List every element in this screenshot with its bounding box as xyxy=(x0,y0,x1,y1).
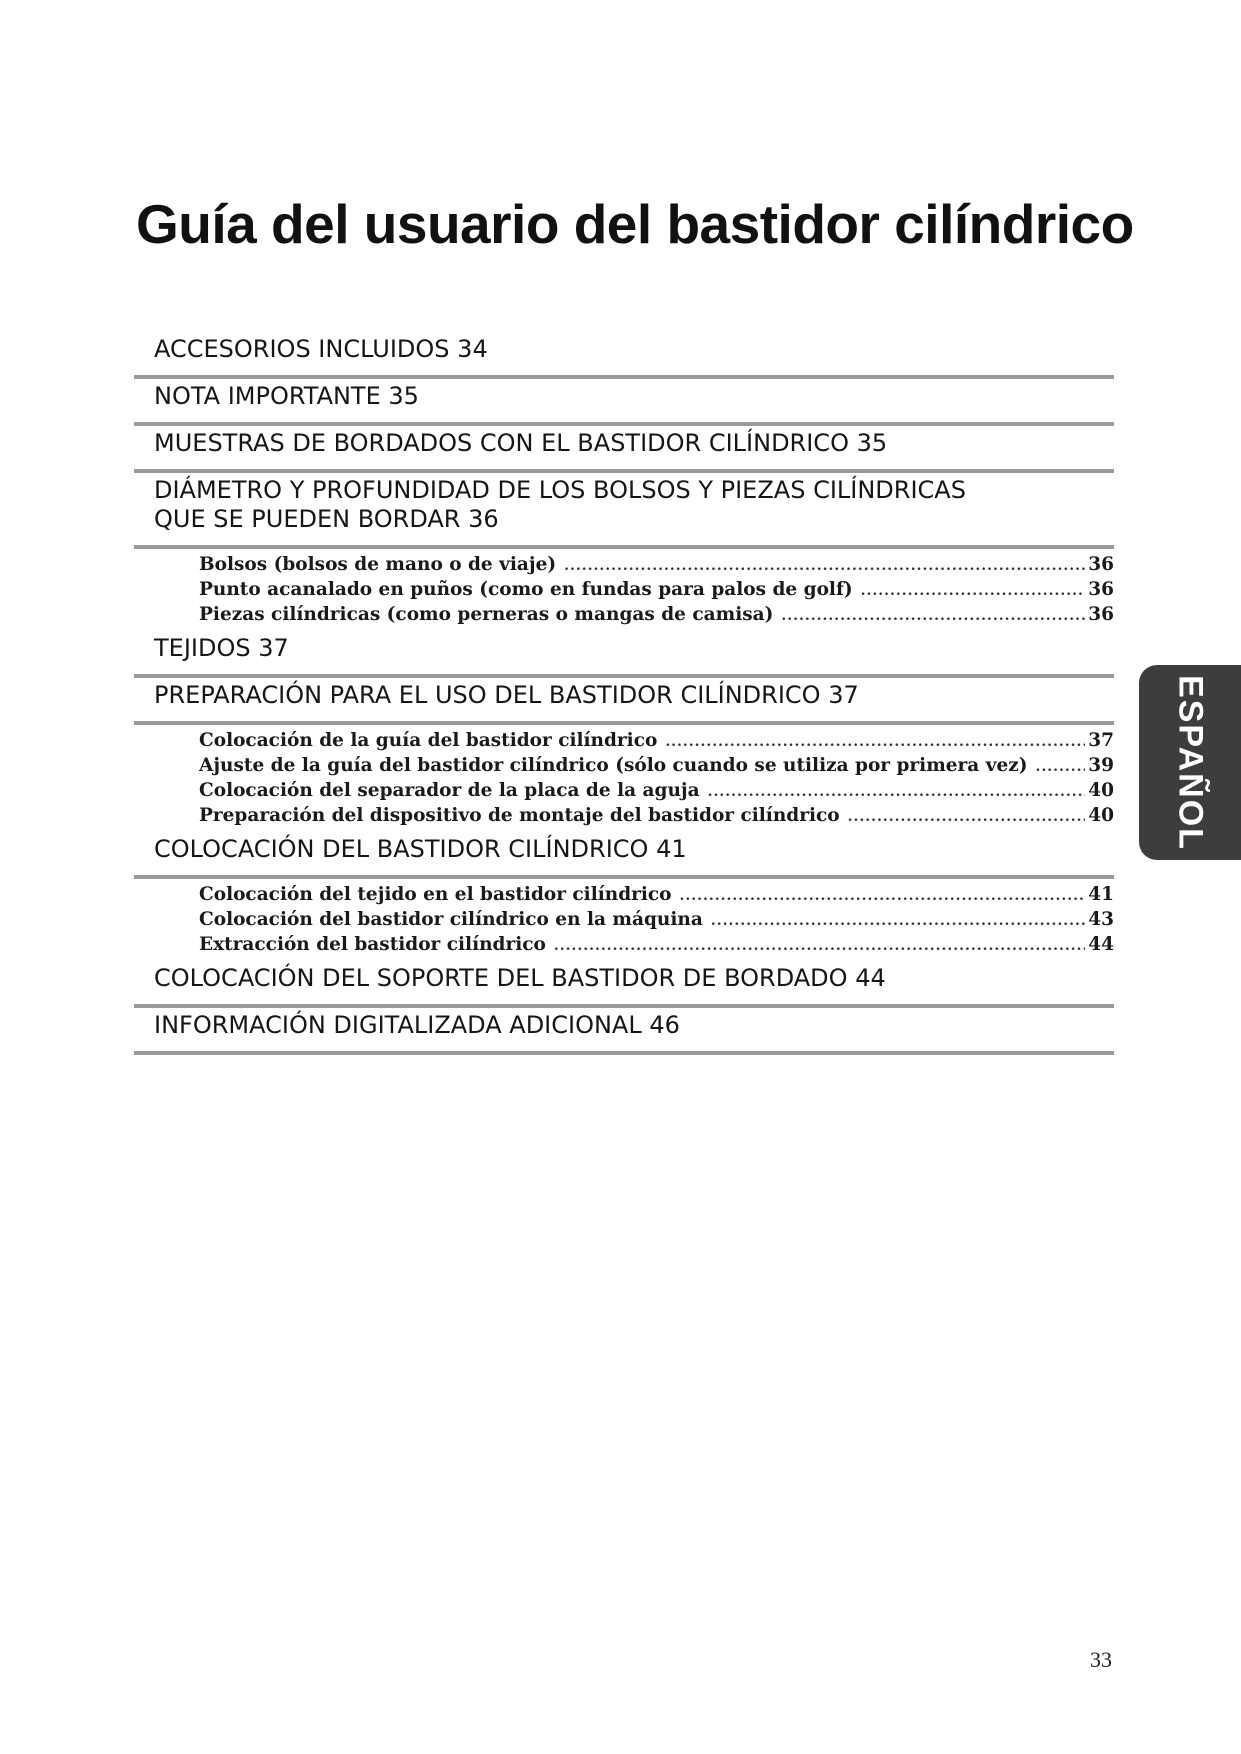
toc-section-muestras xyxy=(134,426,1114,473)
toc-heading[interactable] xyxy=(134,961,1114,1008)
toc-heading-page: 35 xyxy=(856,429,888,457)
toc-heading-title: TEJIDOS xyxy=(154,634,251,662)
toc-heading[interactable] xyxy=(134,332,1114,379)
toc-subentry-page: 36 xyxy=(1088,579,1114,600)
toc-subentry-label: Piezas cilíndricas (como perneras o mangas de camisa) xyxy=(199,604,774,625)
toc-subentry-page: 37 xyxy=(1088,730,1114,751)
toc-heading-page: 41 xyxy=(656,835,687,863)
dot-leader xyxy=(781,608,1085,624)
toc-subentry[interactable] xyxy=(199,884,1114,909)
toc-section-tejidos xyxy=(134,631,1114,678)
toc-section-informacion xyxy=(134,1008,1114,1055)
toc-subentries xyxy=(134,879,1114,961)
toc-heading-title: NOTA IMPORTANTE xyxy=(154,382,381,410)
toc-subentry-label: Punto acanalado en puños (como en fundas para palos de golf) xyxy=(199,579,853,600)
toc-subentry-label: Preparación del dispositivo de montaje del bastidor cilíndrico xyxy=(199,805,840,826)
toc-subentry-page: 36 xyxy=(1088,604,1114,625)
table-of-contents xyxy=(134,332,1114,1055)
toc-heading-page: 37 xyxy=(828,681,859,709)
toc-heading-page: 36 xyxy=(468,505,499,533)
toc-subentry[interactable] xyxy=(199,934,1114,959)
toc-subentry-page: 40 xyxy=(1088,805,1114,826)
toc-heading[interactable] xyxy=(134,832,1114,879)
toc-heading[interactable] xyxy=(134,678,1114,725)
toc-subentry[interactable] xyxy=(199,755,1114,780)
toc-section-soporte xyxy=(134,961,1114,1008)
toc-heading-title: COLOCACIÓN DEL BASTIDOR CILÍNDRICO xyxy=(154,835,649,863)
toc-subentry-label: Colocación del bastidor cilíndrico en la máquina xyxy=(199,909,703,930)
toc-subentry[interactable] xyxy=(199,780,1114,805)
toc-subentry-label: Bolsos (bolsos de mano o de viaje) xyxy=(199,554,557,575)
toc-heading-title: COLOCACIÓN DEL SOPORTE DEL BASTIDOR DE BORDADO xyxy=(154,964,848,992)
toc-section-colocacion xyxy=(134,832,1114,961)
toc-subentries xyxy=(134,549,1114,631)
page-title: Guía del usuario del bastidor cilíndrico xyxy=(136,193,1134,255)
toc-subentry-label: Ajuste de la guía del bastidor cilíndrico (sólo cuando se utiliza por primera vez) xyxy=(199,755,1028,776)
toc-heading-page: 44 xyxy=(855,964,886,992)
dot-leader xyxy=(708,784,1086,800)
dot-leader xyxy=(711,913,1085,929)
dot-leader xyxy=(848,809,1086,825)
toc-section-accesorios xyxy=(134,332,1114,379)
toc-subentry-label: Colocación del tejido en el bastidor cilíndrico xyxy=(199,884,672,905)
toc-subentry[interactable] xyxy=(199,805,1114,830)
dot-leader xyxy=(554,938,1085,954)
toc-heading[interactable] xyxy=(134,631,1114,678)
toc-subentry-label: Extracción del bastidor cilíndrico xyxy=(199,934,546,955)
toc-subentry-page: 44 xyxy=(1088,934,1114,955)
toc-subentry[interactable] xyxy=(199,579,1114,604)
toc-heading-page: 37 xyxy=(258,634,289,662)
toc-section-diametro xyxy=(134,473,1114,631)
toc-heading-title-line2: QUE SE PUEDEN BORDAR xyxy=(154,505,461,533)
toc-subentry-page: 41 xyxy=(1088,884,1114,905)
dot-leader xyxy=(861,583,1086,599)
toc-heading[interactable] xyxy=(134,426,1114,473)
toc-heading-title: DIÁMETRO Y PROFUNDIDAD DE LOS BOLSOS Y PIEZAS CILÍNDRICAS xyxy=(154,476,966,504)
toc-heading-title: MUESTRAS DE BORDADOS CON EL BASTIDOR CILÍNDRICO xyxy=(154,429,849,457)
toc-heading-title: ACCESORIOS INCLUIDOS xyxy=(154,335,450,363)
dot-leader xyxy=(665,734,1085,750)
toc-heading-page: 35 xyxy=(388,382,419,410)
toc-section-preparacion xyxy=(134,678,1114,832)
toc-heading[interactable] xyxy=(134,379,1114,426)
toc-subentry-page: 36 xyxy=(1088,554,1114,575)
language-tab-label: ESPAÑOL xyxy=(1171,674,1210,851)
toc-heading-page: 34 xyxy=(457,335,488,363)
toc-subentry[interactable] xyxy=(199,730,1114,755)
dot-leader xyxy=(680,888,1086,904)
toc-heading-title: INFORMACIÓN DIGITALIZADA ADICIONAL xyxy=(154,1011,642,1039)
toc-subentry-page: 39 xyxy=(1088,755,1114,776)
toc-heading[interactable] xyxy=(134,473,1114,549)
page-number: 33 xyxy=(1090,1647,1112,1672)
toc-heading-page: 46 xyxy=(649,1011,680,1039)
dot-leader xyxy=(564,558,1085,574)
toc-subentry[interactable] xyxy=(199,604,1114,629)
toc-subentry[interactable] xyxy=(199,554,1114,579)
toc-heading-title: PREPARACIÓN PARA EL USO DEL BASTIDOR CILÍNDRICO xyxy=(154,681,821,709)
toc-subentry-page: 43 xyxy=(1088,909,1114,930)
toc-subentry[interactable] xyxy=(199,909,1114,934)
toc-section-nota xyxy=(134,379,1114,426)
language-tab xyxy=(1139,665,1241,860)
toc-subentry-label: Colocación del separador de la placa de la aguja xyxy=(199,780,700,801)
dot-leader xyxy=(1036,759,1086,775)
toc-subentries xyxy=(134,725,1114,832)
toc-subentry-page: 40 xyxy=(1088,780,1114,801)
toc-subentry-label: Colocación de la guía del bastidor cilíndrico xyxy=(199,730,658,751)
toc-heading[interactable] xyxy=(134,1008,1114,1055)
